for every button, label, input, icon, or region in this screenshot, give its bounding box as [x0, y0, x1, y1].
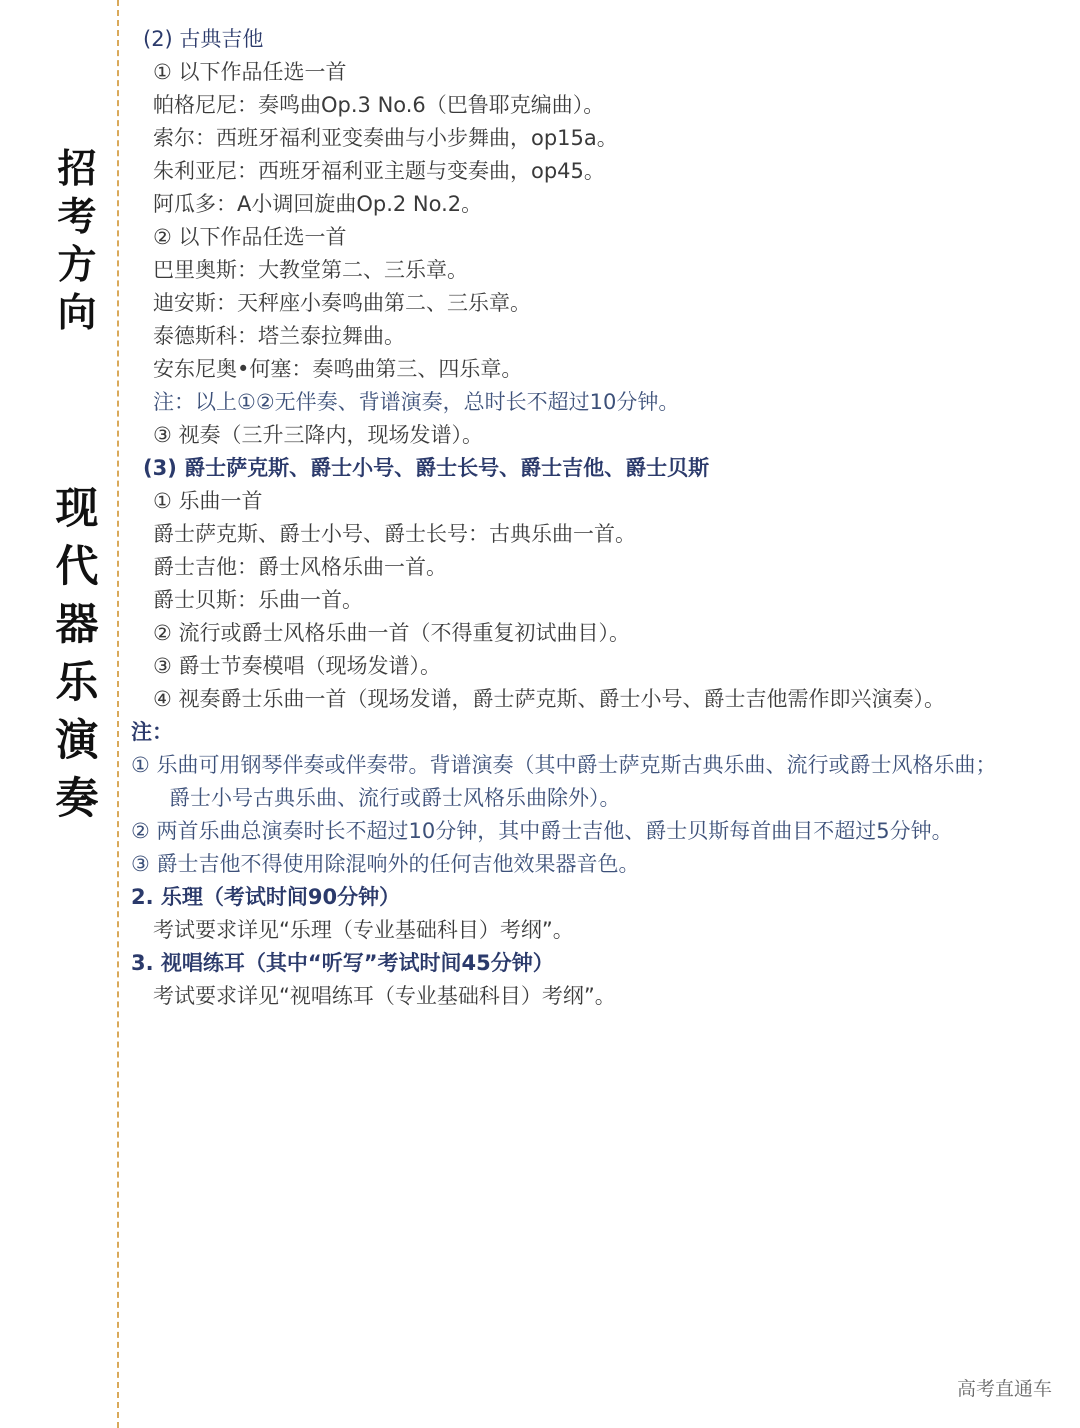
side-title-char: 演 — [55, 716, 99, 766]
list-item: 索尔：西班牙福利亚变奏曲与小步舞曲，op15a。 — [153, 126, 618, 150]
list-item: ① 乐曲一首 — [153, 489, 263, 513]
list-item: 安东尼奥•何塞：奏鸣曲第三、四乐章。 — [153, 357, 523, 381]
note-text: 爵士小号古典乐曲、流行或爵士风格乐曲除外）。 — [169, 786, 621, 810]
dashed-divider — [117, 0, 119, 1428]
list-item: 考试要求详见“乐理（专业基础科目）考纲”。 — [153, 918, 574, 942]
side-title-char: 考 — [57, 195, 97, 240]
section-heading-sight-singing: 3. 视唱练耳（其中“听写”考试时间45分钟） — [131, 951, 554, 975]
list-item: ① 以下作品任选一首 — [153, 60, 347, 84]
list-item: 泰德斯科：塔兰泰拉舞曲。 — [153, 324, 405, 348]
list-item: ④ 视奏爵士乐曲一首（现场发谱，爵士萨克斯、爵士小号、爵士吉他需作即兴演奏）。 — [153, 687, 945, 711]
list-item: 巴里奥斯：大教堂第二、三乐章。 — [153, 258, 468, 282]
side-title-char: 代 — [55, 542, 99, 592]
list-item: 朱利亚尼：西班牙福利亚主题与变奏曲，op45。 — [153, 159, 605, 183]
list-item: 爵士贝斯：乐曲一首。 — [153, 588, 363, 612]
list-item: 迪安斯：天秤座小奏鸣曲第二、三乐章。 — [153, 291, 531, 315]
note-text: ② 两首乐曲总演奏时长不超过10分钟，其中爵士吉他、爵士贝斯每首曲目不超过5分钟。 — [131, 819, 953, 843]
side-title-char: 奏 — [55, 774, 99, 824]
list-item: ② 流行或爵士风格乐曲一首（不得重复初试曲目）。 — [153, 621, 630, 645]
list-item: 爵士吉他：爵士风格乐曲一首。 — [153, 555, 447, 579]
list-item: 阿瓜多：A小调回旋曲Op.2 No.2。 — [153, 192, 483, 216]
note-text: 注：以上①②无伴奏、背谱演奏，总时长不超过10分钟。 — [153, 390, 680, 414]
section-heading-music-theory: 2. 乐理（考试时间90分钟） — [131, 885, 401, 909]
section-heading-jazz: (3) 爵士萨克斯、爵士小号、爵士长号、爵士吉他、爵士贝斯 — [143, 456, 710, 480]
side-title-char: 器 — [55, 600, 99, 650]
side-title-char: 乐 — [55, 658, 99, 708]
note-heading: 注： — [131, 720, 173, 744]
list-item: 考试要求详见“视唱练耳（专业基础科目）考纲”。 — [153, 984, 616, 1008]
side-title-char: 现 — [55, 484, 99, 534]
side-title-char: 招 — [57, 147, 97, 192]
list-item: 爵士萨克斯、爵士小号、爵士长号：古典乐曲一首。 — [153, 522, 636, 546]
list-item: 帕格尼尼：奏鸣曲Op.3 No.6（巴鲁耶克编曲）。 — [153, 93, 605, 117]
footer-watermark: 高考直通车 — [956, 1378, 1052, 1400]
side-title-char: 向 — [57, 291, 97, 336]
list-item: ② 以下作品任选一首 — [153, 225, 347, 249]
list-item: ③ 视奏（三升三降内，现场发谱）。 — [153, 423, 484, 447]
note-text: ① 乐曲可用钢琴伴奏或伴奏带。背谱演奏（其中爵士萨克斯古典乐曲、流行或爵士风格乐曲； — [131, 753, 997, 777]
side-title-recruit-direction — [52, 146, 102, 338]
side-title-modern-instrument — [52, 480, 102, 828]
list-item: ③ 爵士节奏模唱（现场发谱）。 — [153, 654, 442, 678]
section-heading-classical-guitar: (2) 古典吉他 — [143, 27, 264, 51]
note-text: ③ 爵士吉他不得使用除混响外的任何吉他效果器音色。 — [131, 852, 640, 876]
side-title-char: 方 — [57, 243, 97, 288]
